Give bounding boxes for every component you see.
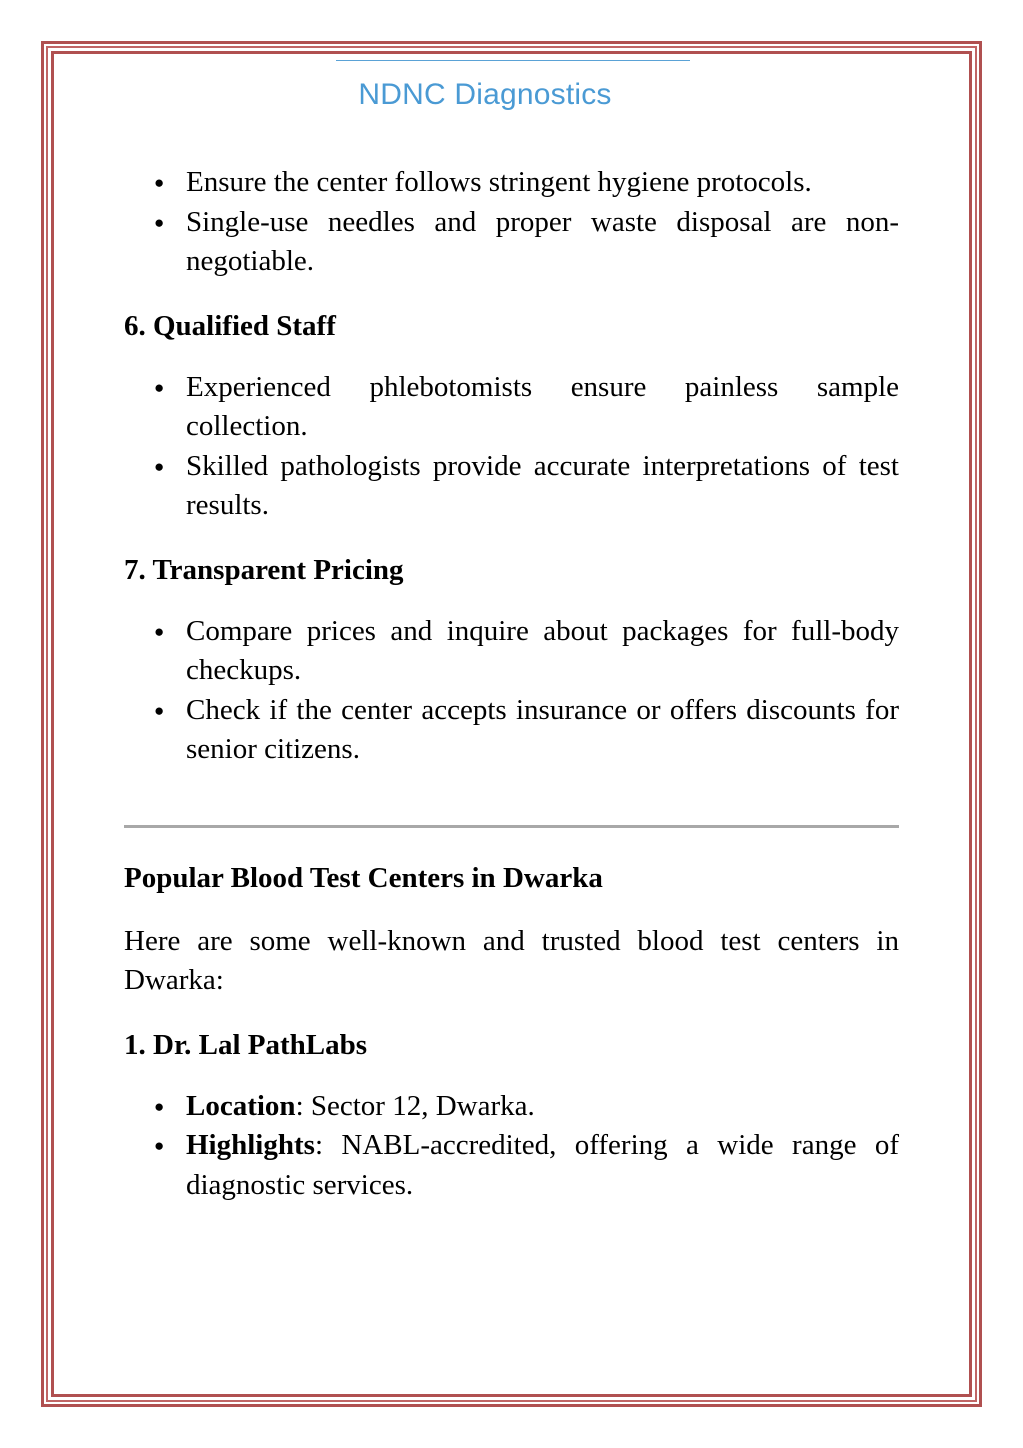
highlights-label: Highlights <box>186 1129 315 1161</box>
header-title: NDNC Diagnostics <box>358 78 612 111</box>
center-details-list <box>124 1087 899 1206</box>
list-item-location <box>124 1087 899 1127</box>
list-item: ● Single-use needles and proper waste disposal are non-negotiable. <box>124 203 899 282</box>
header-rule <box>336 60 690 61</box>
section-divider <box>124 825 899 828</box>
popular-centers-heading: Popular Blood Test Centers in Dwarka <box>124 861 603 894</box>
bullet-icon: ● <box>154 173 165 192</box>
bullet-icon: ● <box>154 1096 165 1116</box>
bullet-icon: ● <box>154 700 165 720</box>
center-heading-dr-lal-pathlabs: 1. Dr. Lal PathLabs <box>124 1028 368 1061</box>
highlights-value: : NABL-accredited, offering a wide range of diagnostic services. <box>186 1129 899 1201</box>
bullet-icon: ● <box>154 377 165 397</box>
bullet-icon: ● <box>154 1136 165 1155</box>
document-body <box>124 163 899 1205</box>
bullet-icon: ● <box>154 212 165 232</box>
bullet-icon: ● <box>154 621 165 641</box>
list-item: ● Ensure the center follows stringent hygiene protocols. <box>124 163 899 203</box>
transparent-pricing-list <box>124 612 899 770</box>
hygiene-list <box>124 163 899 282</box>
location-value: : Sector 12, Dwarka. <box>295 1089 535 1122</box>
location-label: Location <box>186 1089 296 1122</box>
list-item-highlights <box>124 1126 899 1205</box>
list-item: ● Skilled pathologists provide accurate interpretations of test results. <box>124 447 899 526</box>
popular-centers-intro: Here are some well-known and trusted blood test centers in Dwarka: <box>124 924 899 996</box>
bullet-icon: ● <box>154 456 165 476</box>
section-heading-transparent-pricing: 7. Transparent Pricing <box>124 553 404 586</box>
section-heading-qualified-staff: 6. Qualified Staff <box>124 309 336 342</box>
list-item: ● Experienced phlebotomists ensure painless sample collection. <box>124 368 899 447</box>
list-item: ● Compare prices and inquire about packages for full-body checkups. <box>124 612 899 691</box>
list-item: ● Check if the center accepts insurance or offers discounts for senior citizens. <box>124 691 899 770</box>
qualified-staff-list <box>124 368 899 526</box>
